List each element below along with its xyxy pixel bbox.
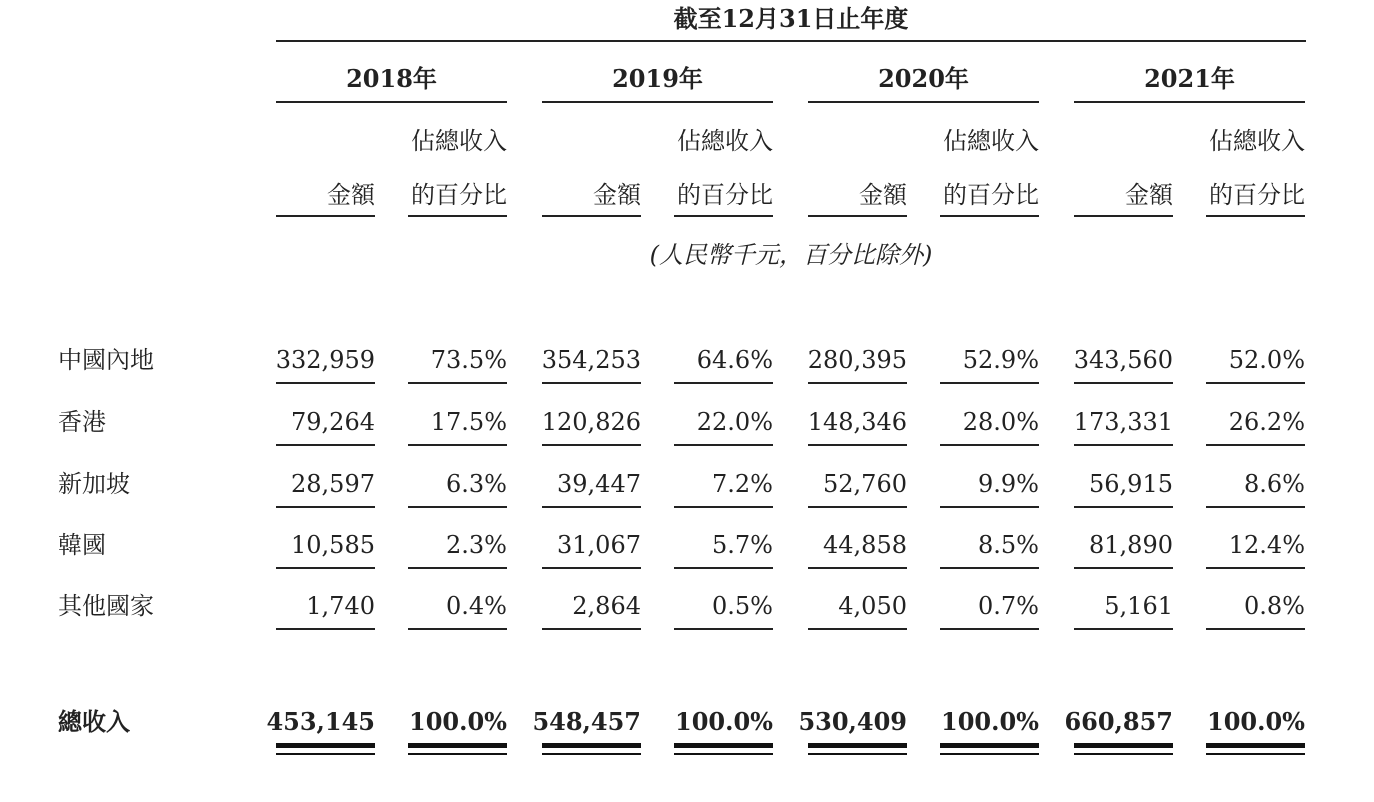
- year-header: 2019年: [612, 64, 703, 93]
- percent-column-header-line1: 佔總收入: [677, 127, 773, 155]
- total-double-underline-top: [1074, 743, 1173, 748]
- column-header-underline: [808, 215, 907, 217]
- region-label: 中國內地: [58, 346, 154, 374]
- percent-cell: 6.3%: [446, 470, 507, 498]
- row-underline: [408, 628, 507, 630]
- amount-column-header: 金額: [593, 181, 641, 209]
- row-underline: [674, 382, 773, 384]
- row-underline: [276, 444, 375, 446]
- row-underline: [940, 444, 1039, 446]
- total-amount-cell: 660,857: [1064, 707, 1173, 736]
- total-percent-cell: 100.0%: [409, 707, 507, 736]
- row-underline: [940, 567, 1039, 569]
- amount-cell: 28,597: [291, 470, 375, 498]
- row-underline: [542, 382, 641, 384]
- percent-cell: 52.9%: [962, 346, 1039, 374]
- percent-cell: 17.5%: [430, 408, 507, 436]
- column-header-underline: [542, 215, 641, 217]
- column-header-underline: [408, 215, 507, 217]
- unit-note: (人民幣千元，百分比除外): [649, 241, 933, 269]
- percent-cell: 2.3%: [446, 531, 507, 559]
- row-underline: [408, 444, 507, 446]
- percent-cell: 26.2%: [1228, 408, 1305, 436]
- total-percent-cell: 100.0%: [1207, 707, 1305, 736]
- row-underline: [542, 506, 641, 508]
- row-underline: [1206, 628, 1305, 630]
- row-underline: [674, 628, 773, 630]
- total-double-underline-top: [808, 743, 907, 748]
- period-underline: [276, 40, 1306, 42]
- amount-cell: 56,915: [1089, 470, 1173, 498]
- row-underline: [1074, 506, 1173, 508]
- region-label: 香港: [58, 408, 106, 436]
- percent-cell: 52.0%: [1228, 346, 1305, 374]
- row-underline: [276, 382, 375, 384]
- row-underline: [1074, 628, 1173, 630]
- year-underline: [1074, 101, 1305, 103]
- percent-cell: 28.0%: [962, 408, 1039, 436]
- row-underline: [408, 382, 507, 384]
- percent-cell: 7.2%: [712, 470, 773, 498]
- row-underline: [1206, 382, 1305, 384]
- amount-cell: 44,858: [823, 531, 907, 559]
- amount-cell: 5,161: [1104, 592, 1173, 620]
- column-header-underline: [674, 215, 773, 217]
- row-underline: [276, 628, 375, 630]
- row-underline: [808, 444, 907, 446]
- year-header: 2020年: [878, 64, 969, 93]
- row-underline: [276, 506, 375, 508]
- amount-cell: 4,050: [838, 592, 907, 620]
- total-double-underline-bottom: [940, 753, 1039, 755]
- amount-cell: 332,959: [275, 346, 375, 374]
- amount-cell: 31,067: [557, 531, 641, 559]
- row-underline: [674, 444, 773, 446]
- total-double-underline-bottom: [808, 753, 907, 755]
- amount-cell: 280,395: [807, 346, 907, 374]
- amount-column-header: 金額: [1125, 181, 1173, 209]
- column-header-underline: [1074, 215, 1173, 217]
- row-underline: [674, 506, 773, 508]
- row-underline: [940, 628, 1039, 630]
- total-double-underline-top: [542, 743, 641, 748]
- amount-cell: 354,253: [541, 346, 641, 374]
- percent-column-header-line2: 的百分比: [677, 181, 773, 209]
- percent-cell: 73.5%: [430, 346, 507, 374]
- percent-column-header-line1: 佔總收入: [943, 127, 1039, 155]
- total-double-underline-top: [408, 743, 507, 748]
- row-underline: [1206, 567, 1305, 569]
- percent-column-header-line1: 佔總收入: [411, 127, 507, 155]
- amount-cell: 10,585: [291, 531, 375, 559]
- row-underline: [1074, 382, 1173, 384]
- row-underline: [1206, 506, 1305, 508]
- column-header-underline: [1206, 215, 1305, 217]
- year-underline: [276, 101, 507, 103]
- percent-cell: 8.5%: [978, 531, 1039, 559]
- percent-cell: 0.5%: [712, 592, 773, 620]
- row-underline: [940, 382, 1039, 384]
- row-underline: [542, 628, 641, 630]
- row-underline: [1074, 567, 1173, 569]
- period-header: 截至12月31日止年度: [673, 4, 909, 33]
- total-double-underline-bottom: [542, 753, 641, 755]
- amount-cell: 173,331: [1073, 408, 1173, 436]
- row-underline: [1074, 444, 1173, 446]
- total-double-underline-top: [276, 743, 375, 748]
- row-underline: [808, 506, 907, 508]
- row-underline: [674, 567, 773, 569]
- total-double-underline-bottom: [276, 753, 375, 755]
- amount-cell: 52,760: [823, 470, 907, 498]
- percent-column-header-line2: 的百分比: [1209, 181, 1305, 209]
- year-header: 2018年: [346, 64, 437, 93]
- percent-cell: 12.4%: [1228, 531, 1305, 559]
- total-percent-cell: 100.0%: [941, 707, 1039, 736]
- amount-column-header: 金額: [859, 181, 907, 209]
- percent-cell: 5.7%: [712, 531, 773, 559]
- row-underline: [276, 567, 375, 569]
- column-header-underline: [276, 215, 375, 217]
- percent-cell: 22.0%: [696, 408, 773, 436]
- amount-cell: 148,346: [807, 408, 907, 436]
- row-underline: [808, 382, 907, 384]
- amount-cell: 81,890: [1089, 531, 1173, 559]
- row-underline: [808, 628, 907, 630]
- total-double-underline-bottom: [1206, 753, 1305, 755]
- amount-cell: 1,740: [306, 592, 375, 620]
- row-underline: [408, 506, 507, 508]
- year-underline: [542, 101, 773, 103]
- percent-cell: 0.4%: [446, 592, 507, 620]
- total-amount-cell: 530,409: [798, 707, 907, 736]
- total-amount-cell: 548,457: [532, 707, 641, 736]
- row-underline: [808, 567, 907, 569]
- total-amount-cell: 453,145: [266, 707, 375, 736]
- percent-cell: 0.7%: [978, 592, 1039, 620]
- amount-cell: 120,826: [541, 408, 641, 436]
- row-underline: [940, 506, 1039, 508]
- year-underline: [808, 101, 1039, 103]
- year-header: 2021年: [1144, 64, 1235, 93]
- row-underline: [408, 567, 507, 569]
- region-label: 韓國: [58, 531, 106, 559]
- percent-cell: 8.6%: [1244, 470, 1305, 498]
- column-header-underline: [940, 215, 1039, 217]
- total-double-underline-top: [1206, 743, 1305, 748]
- row-underline: [1206, 444, 1305, 446]
- total-label: 總收入: [58, 707, 130, 736]
- amount-cell: 79,264: [291, 408, 375, 436]
- percent-cell: 0.8%: [1244, 592, 1305, 620]
- percent-cell: 64.6%: [696, 346, 773, 374]
- amount-column-header: 金額: [327, 181, 375, 209]
- region-label: 其他國家: [58, 592, 154, 620]
- total-double-underline-top: [674, 743, 773, 748]
- region-label: 新加坡: [58, 470, 130, 498]
- total-double-underline-bottom: [1074, 753, 1173, 755]
- total-percent-cell: 100.0%: [675, 707, 773, 736]
- row-underline: [542, 444, 641, 446]
- amount-cell: 2,864: [572, 592, 641, 620]
- total-double-underline-bottom: [408, 753, 507, 755]
- percent-column-header-line1: 佔總收入: [1209, 127, 1305, 155]
- percent-cell: 9.9%: [978, 470, 1039, 498]
- total-double-underline-bottom: [674, 753, 773, 755]
- amount-cell: 39,447: [557, 470, 641, 498]
- total-double-underline-top: [940, 743, 1039, 748]
- percent-column-header-line2: 的百分比: [943, 181, 1039, 209]
- percent-column-header-line2: 的百分比: [411, 181, 507, 209]
- row-underline: [542, 567, 641, 569]
- amount-cell: 343,560: [1073, 346, 1173, 374]
